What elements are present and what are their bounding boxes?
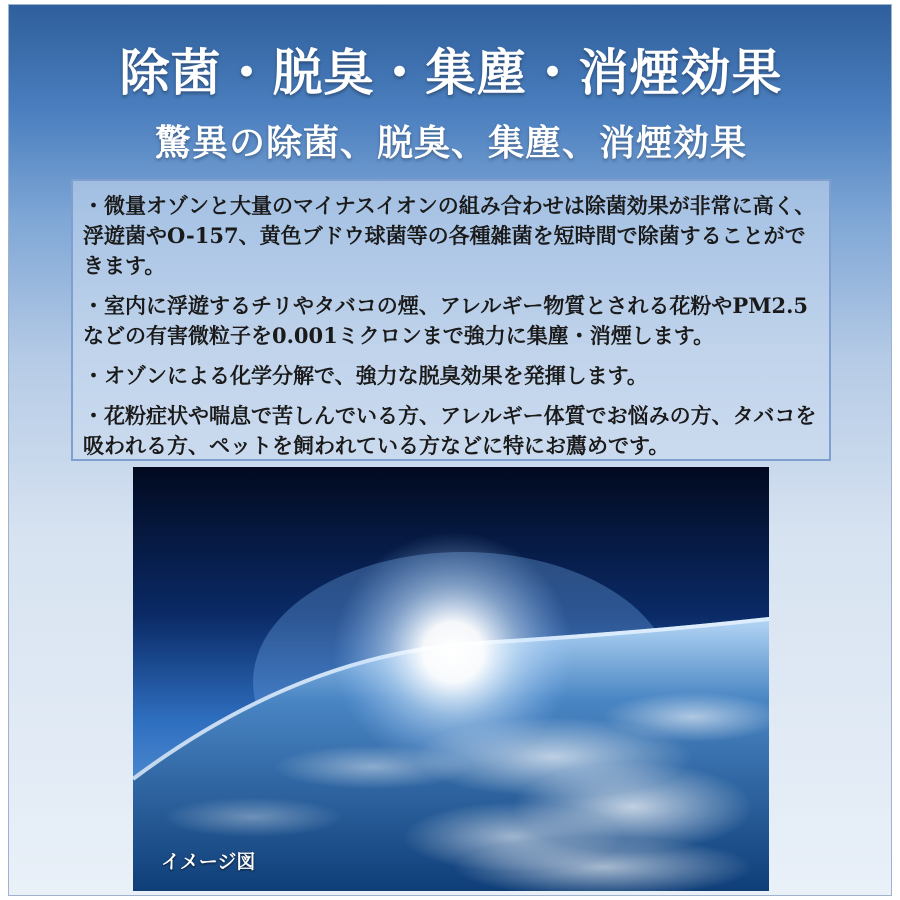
image-caption: イメージ図 (161, 851, 256, 873)
page-title: 除菌・脱臭・集塵・消煙効果 (119, 43, 783, 102)
earth-horizon-illustration (133, 467, 769, 891)
earth-from-space-image (133, 467, 769, 891)
page-subtitle: 驚異の除菌、脱臭、集塵、消煙効果 (154, 122, 747, 164)
description-paragraph-4: ・花粉症状や喘息で苦しんでいる方、アレルギー体質でお悩みの方、タバコを吸われる方、ペットを飼われている方などに特にお薦めです。 (83, 403, 817, 458)
description-paragraph-2: ・室内に浮遊するチリやタバコの煙、アレルギー物質とされる花粉やPM2.5などの有害微粒子を0.001ミクロンまで強力に集塵・消煙します。 (83, 293, 808, 348)
description-box (71, 179, 831, 461)
description-paragraph-3: ・オゾンによる化学分解で、強力な脱臭効果を発揮します。 (83, 363, 648, 388)
description-paragraph-1: ・微量オゾンと大量のマイナスイオンの組み合わせは除菌効果が非常に高く、浮遊菌やO-157、黄色ブドウ球菌等の各種雑菌を短時間で除菌することができます。 (83, 193, 816, 278)
promo-panel (8, 4, 892, 896)
